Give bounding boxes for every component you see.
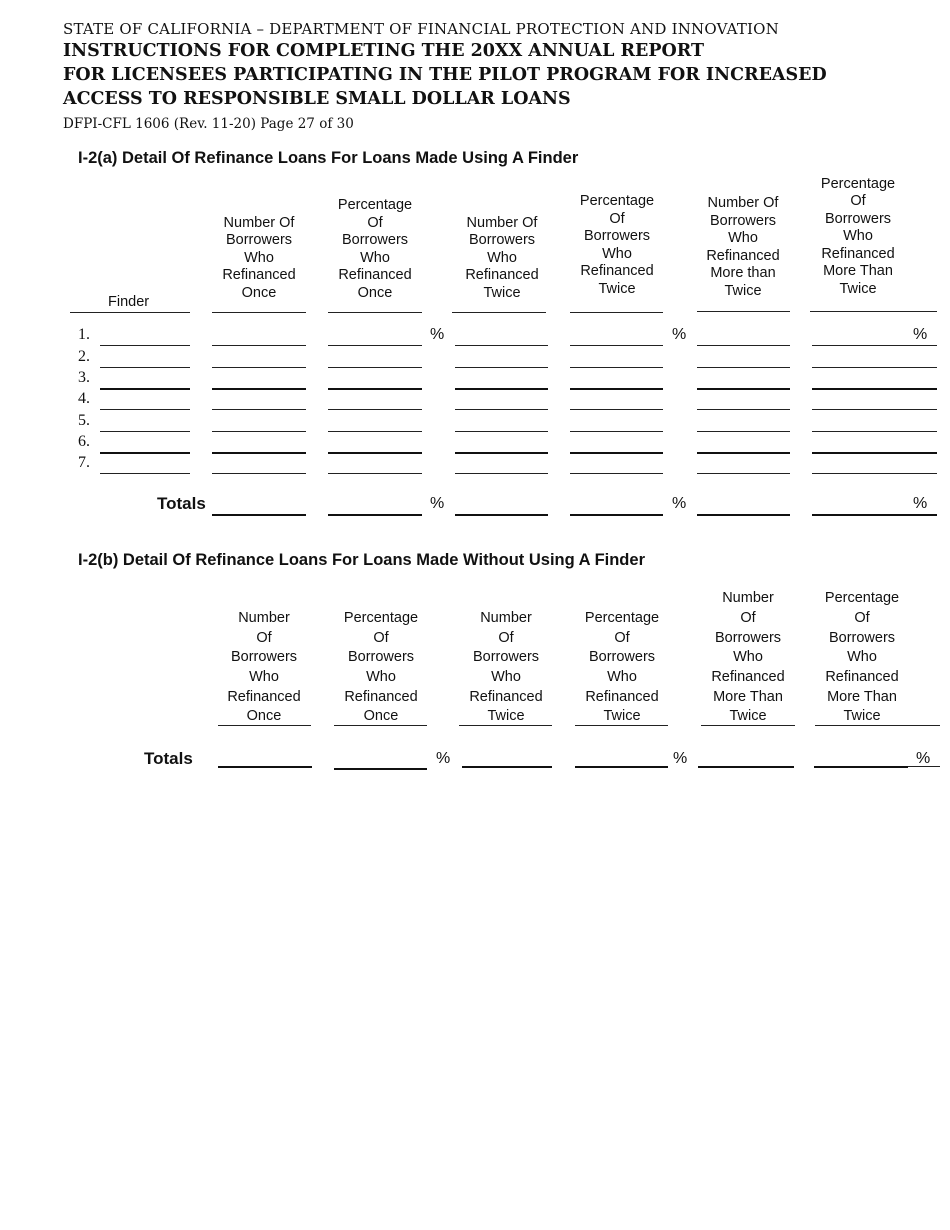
column-header-num-once — [209, 609, 319, 727]
row-number: 5. — [78, 412, 90, 429]
column-header-num-more-line: Refinanced — [706, 247, 780, 264]
row-number: 1. — [78, 326, 90, 343]
column-header-num-once-line: Borrowers — [225, 232, 293, 248]
header-underline — [334, 725, 427, 726]
column-header-num-twice-line: Twice — [487, 708, 525, 725]
table-cell-input-line[interactable] — [570, 367, 663, 368]
finder-input-line[interactable] — [100, 367, 190, 368]
table-cell-input-line[interactable] — [455, 367, 548, 368]
column-header-num-more-line: More than — [710, 265, 776, 281]
finder-input-line[interactable] — [100, 345, 190, 346]
column-header-pct-once-line: Once — [357, 284, 393, 301]
header-underline — [212, 312, 306, 313]
column-header-num-once-line: Number Of — [223, 214, 295, 231]
percent-sign: % — [673, 750, 688, 767]
column-header-num-twice-line: Number Of — [466, 214, 538, 231]
table-cell-input-line[interactable] — [212, 345, 306, 346]
column-header-num-once-line: Once — [246, 708, 282, 725]
column-header-pct-more-line: Borrowers — [828, 629, 896, 646]
percent-sign: % — [436, 750, 451, 767]
totals-input-line[interactable] — [575, 766, 668, 768]
column-header-pct-once-line: Percentage — [337, 197, 413, 213]
totals-input-line[interactable] — [812, 514, 937, 516]
finder-input-line[interactable] — [100, 473, 190, 474]
column-header-pct-once-line: Of — [373, 629, 389, 646]
column-header-num-more — [688, 195, 798, 300]
table-cell-input-line[interactable] — [212, 431, 306, 432]
column-header-num-more-line: Twice — [729, 708, 767, 725]
table-cell-input-line[interactable] — [328, 388, 422, 390]
totals-input-line[interactable] — [698, 766, 794, 768]
column-header-finder: Finder — [108, 294, 150, 310]
column-header-pct-more — [803, 176, 913, 299]
percent-sign: % — [430, 326, 445, 343]
column-header-num-twice-line: Of — [498, 629, 514, 646]
totals-input-line[interactable] — [334, 768, 427, 770]
table-cell-input-line[interactable] — [212, 452, 306, 454]
column-header-pct-twice-line: Twice — [603, 708, 641, 725]
section-a-title: I-2(a) Detail Of Refinance Loans For Loans Made Using A Finder — [78, 149, 579, 167]
column-header-num-twice-line: Number — [480, 609, 532, 626]
column-header-pct-twice — [562, 193, 672, 298]
header-underline — [70, 312, 190, 313]
totals-label: Totals — [144, 749, 193, 768]
table-cell-input-line[interactable] — [455, 388, 548, 390]
header-underline — [452, 312, 546, 313]
percent-sign: % — [672, 495, 687, 512]
column-header-num-more-line: Borrowers — [714, 629, 782, 646]
header-underline — [328, 312, 422, 313]
column-header-num-once — [204, 215, 314, 303]
column-header-num-once-line: Who — [244, 249, 274, 266]
header-underline — [218, 725, 311, 726]
table-cell-input-line[interactable] — [455, 431, 548, 432]
table-cell-input-line[interactable] — [455, 409, 548, 410]
row-number: 2. — [78, 348, 90, 365]
column-header-num-twice-line: Borrowers — [468, 232, 536, 248]
column-header-pct-once-line: Of — [367, 214, 383, 231]
table-cell-input-line[interactable] — [328, 367, 422, 368]
agency-line: STATE OF CALIFORNIA – DEPARTMENT OF FINANCIAL PROTECTION AND INNOVATION — [63, 20, 779, 38]
column-header-num-once-line: Refinanced — [222, 267, 296, 283]
column-header-pct-more-line: Of — [854, 609, 870, 626]
totals-input-line[interactable] — [328, 514, 422, 516]
column-header-num-more-line: Twice — [724, 282, 762, 299]
column-header-num-more-line: Refinanced — [711, 668, 785, 685]
column-header-pct-more-line: Borrowers — [824, 210, 892, 227]
table-cell-input-line[interactable] — [328, 431, 422, 432]
table-cell-input-line[interactable] — [570, 388, 663, 390]
totals-input-line[interactable] — [697, 514, 790, 516]
table-cell-input-line[interactable] — [455, 473, 548, 474]
table-cell-input-line[interactable] — [212, 388, 306, 390]
table-cell-input-line[interactable] — [812, 367, 937, 368]
table-cell-input-line[interactable] — [212, 473, 306, 474]
column-header-pct-twice-line: Twice — [598, 280, 636, 297]
header-underline — [575, 725, 668, 726]
column-header-pct-once-line: Refinanced — [344, 688, 418, 705]
column-header-pct-once-line: Percentage — [343, 609, 419, 626]
section-b-title: I-2(b) Detail Of Refinance Loans For Loans Made Without Using A Finder — [78, 551, 645, 569]
column-header-pct-twice-line: Percentage — [584, 609, 660, 626]
column-header-num-more-line: Of — [740, 609, 756, 626]
column-header-num-once-line: Who — [249, 668, 279, 685]
column-header-num-more-line: Number — [722, 590, 774, 607]
column-header-pct-more-line: Percentage — [824, 590, 900, 607]
header-underline — [701, 725, 795, 726]
column-header-num-twice-line: Refinanced — [465, 267, 539, 283]
percent-sign: % — [430, 495, 445, 512]
table-cell-input-line[interactable] — [812, 345, 937, 346]
form-id: DFPI-CFL 1606 (Rev. 11-20) Page 27 of 30 — [63, 116, 354, 132]
column-header-num-twice-line: Refinanced — [469, 688, 543, 705]
column-header-num-twice — [451, 609, 561, 727]
column-header-pct-twice-line: Borrowers — [583, 228, 651, 244]
column-header-num-more-line: Number Of — [707, 195, 779, 211]
column-header-pct-more-line: Who — [847, 649, 877, 666]
finder-input-line[interactable] — [100, 409, 190, 410]
column-header-num-once-line: Refinanced — [227, 688, 301, 705]
column-header-num-twice-line: Who — [487, 249, 517, 266]
header-underline — [697, 311, 790, 312]
totals-input-line[interactable] — [212, 514, 306, 516]
column-header-pct-once — [320, 197, 430, 302]
table-cell-input-line[interactable] — [697, 367, 790, 368]
column-header-pct-once — [326, 609, 436, 727]
header-underline — [459, 725, 552, 726]
table-cell-input-line[interactable] — [697, 409, 790, 410]
table-cell-input-line[interactable] — [570, 409, 663, 410]
table-cell-input-line[interactable] — [328, 409, 422, 410]
column-header-pct-more-line: Refinanced — [825, 668, 899, 685]
report-title-line2: FOR LICENSEES PARTICIPATING IN THE PILOT PROGRAM FOR INCREASED — [63, 65, 827, 85]
column-header-num-twice-line: Who — [491, 668, 521, 685]
header-underline — [815, 725, 940, 726]
totals-label: Totals — [157, 494, 206, 513]
column-header-num-more-line: Who — [728, 230, 758, 246]
totals-input-line[interactable] — [462, 766, 552, 768]
column-header-pct-more-line: Who — [843, 228, 873, 244]
totals-input-line[interactable] — [455, 514, 548, 516]
finder-input-line[interactable] — [100, 452, 190, 454]
table-cell-input-line[interactable] — [212, 367, 306, 368]
column-header-num-once-line: Of — [256, 629, 272, 646]
finder-input-line[interactable] — [100, 431, 190, 432]
column-header-pct-once-line: Borrowers — [341, 232, 409, 248]
column-header-pct-more-line: Twice — [843, 708, 881, 725]
percent-sign: % — [916, 750, 931, 767]
table-cell-input-line[interactable] — [570, 452, 663, 454]
percent-sign: % — [913, 326, 928, 343]
column-header-pct-twice-line: Of — [609, 210, 625, 227]
column-header-pct-more-line: Of — [850, 193, 866, 209]
column-header-pct-once-line: Who — [360, 249, 390, 266]
table-cell-input-line[interactable] — [328, 473, 422, 474]
column-header-pct-more-line: Refinanced — [821, 245, 895, 262]
column-header-pct-twice-line: Who — [602, 245, 632, 262]
header-underline — [570, 312, 663, 313]
column-header-pct-more — [807, 589, 917, 727]
table-cell-input-line[interactable] — [455, 345, 548, 346]
table-cell-input-line[interactable] — [328, 452, 422, 454]
row-number: 6. — [78, 433, 90, 450]
table-cell-input-line[interactable] — [328, 345, 422, 346]
table-cell-input-line[interactable] — [697, 388, 790, 390]
header-underline — [810, 311, 937, 312]
column-header-pct-more-line: More Than — [823, 263, 893, 279]
percent-sign: % — [672, 326, 687, 343]
table-cell-input-line[interactable] — [570, 345, 663, 346]
table-cell-input-line[interactable] — [570, 431, 663, 432]
column-header-pct-once-line: Who — [366, 668, 396, 685]
table-cell-input-line[interactable] — [212, 409, 306, 410]
report-title-line1: INSTRUCTIONS FOR COMPLETING THE 20XX ANNUAL REPORT — [63, 41, 705, 61]
totals-input-line[interactable] — [570, 514, 663, 516]
table-cell-input-line[interactable] — [697, 345, 790, 346]
row-number: 7. — [78, 454, 90, 471]
column-header-num-twice-line: Borrowers — [472, 649, 540, 666]
table-cell-input-line[interactable] — [812, 452, 937, 454]
table-cell-input-line[interactable] — [697, 431, 790, 432]
finder-input-line[interactable] — [100, 388, 190, 390]
table-cell-input-line[interactable] — [570, 473, 663, 474]
column-header-num-more — [693, 589, 803, 727]
column-header-pct-twice-line: Borrowers — [588, 649, 656, 666]
column-header-pct-once-line: Refinanced — [338, 267, 412, 283]
table-cell-input-line[interactable] — [812, 388, 937, 390]
table-cell-input-line[interactable] — [697, 473, 790, 474]
percent-sign: % — [913, 495, 928, 512]
column-header-num-once-line: Number — [238, 609, 290, 626]
column-header-pct-twice-line: Who — [607, 668, 637, 685]
table-cell-input-line[interactable] — [812, 409, 937, 410]
column-header-num-more-line: Who — [733, 649, 763, 666]
table-cell-input-line[interactable] — [697, 452, 790, 454]
totals-input-line[interactable] — [814, 766, 908, 768]
column-header-num-twice-line: Twice — [483, 284, 521, 301]
column-header-pct-more-line: More Than — [827, 688, 897, 705]
column-header-pct-twice-line: Refinanced — [580, 263, 654, 279]
column-header-num-more-line: Borrowers — [709, 212, 777, 229]
report-title-line3: ACCESS TO RESPONSIBLE SMALL DOLLAR LOANS — [63, 89, 571, 109]
column-header-pct-more-line: Percentage — [820, 175, 896, 192]
column-header-num-more-line: More Than — [713, 688, 783, 705]
column-header-pct-twice — [567, 609, 677, 727]
table-cell-input-line[interactable] — [455, 452, 548, 454]
column-header-num-once-line: Borrowers — [230, 649, 298, 666]
column-header-pct-more-line: Twice — [839, 280, 877, 297]
table-cell-input-line[interactable] — [812, 473, 937, 474]
column-header-pct-once-line: Borrowers — [347, 649, 415, 666]
column-header-num-once-line: Once — [241, 284, 277, 301]
row-number: 4. — [78, 390, 90, 407]
column-header-num-twice — [447, 215, 557, 303]
column-header-pct-twice-line: Of — [614, 629, 630, 646]
column-header-pct-once-line: Once — [363, 708, 399, 725]
column-header-pct-twice-line: Refinanced — [585, 688, 659, 705]
totals-input-line[interactable] — [218, 766, 312, 768]
table-cell-input-line[interactable] — [812, 431, 937, 432]
row-number: 3. — [78, 369, 90, 386]
column-header-pct-twice-line: Percentage — [579, 193, 655, 209]
